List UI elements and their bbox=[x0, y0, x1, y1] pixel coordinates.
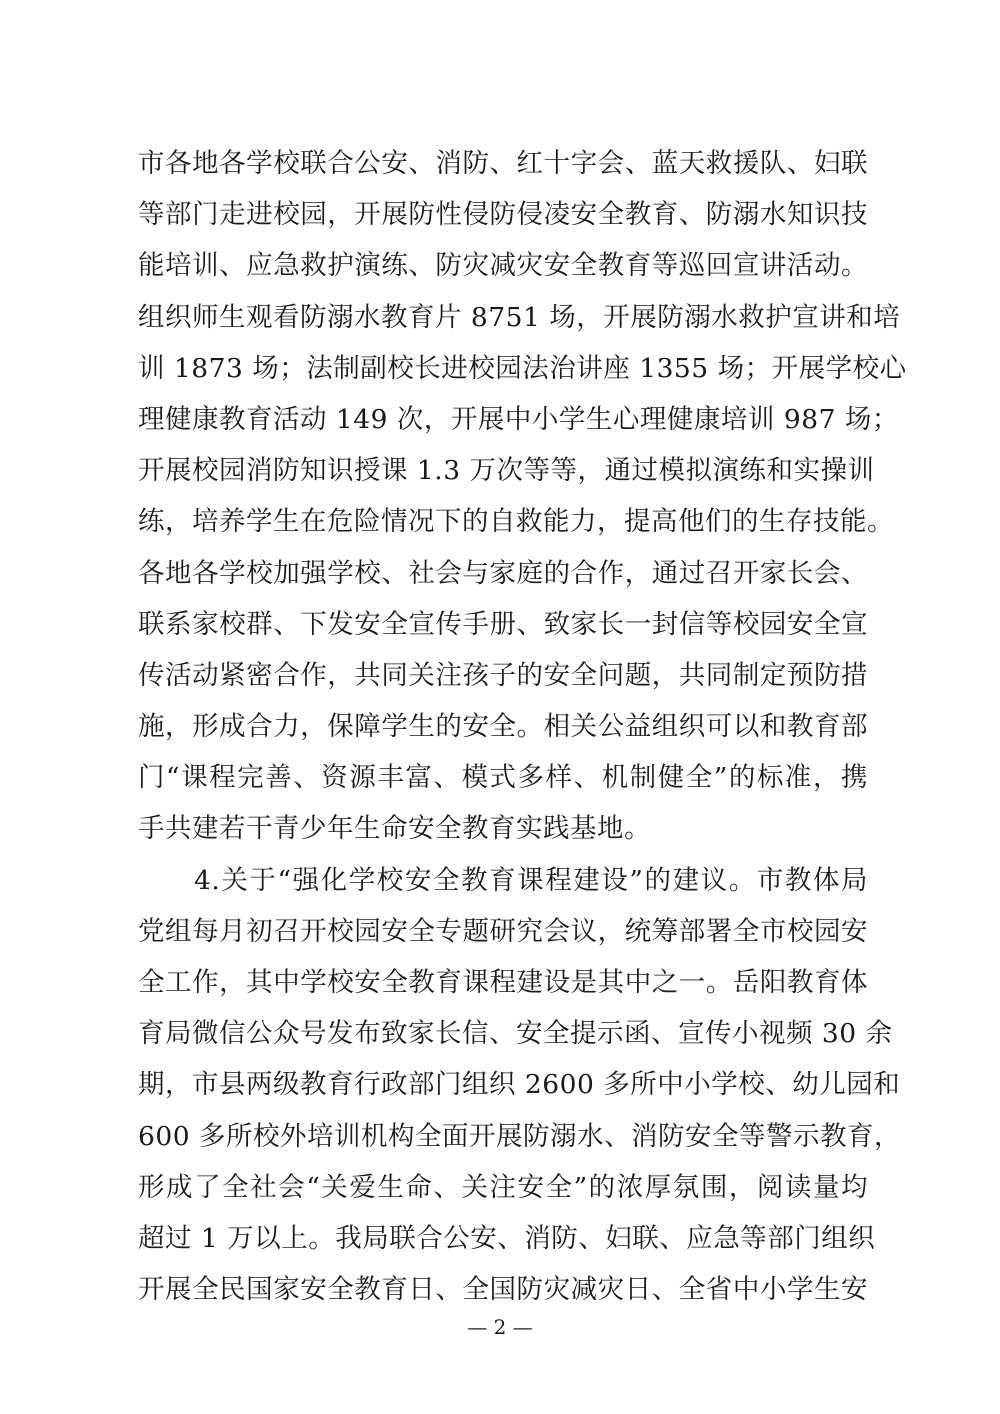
text-line: 形成了全社会“关爱生命、关注安全”的浓厚氛围，阅读量均 bbox=[138, 1171, 868, 1203]
paragraph-2 bbox=[138, 855, 902, 1316]
text-line: 4.关于“强化学校安全教育课程建设”的建议。市教体局 bbox=[194, 864, 868, 896]
text-line: 全工作，其中学校安全教育课程建设是其中之一。岳阳教育体 bbox=[138, 967, 868, 998]
text-line: 练，培养学生在危险情况下的自救能力，提高他们的生存技能。 bbox=[138, 506, 894, 538]
text-line: 党组每月初召开校园安全专题研究会议，统筹部署全市校园安 bbox=[138, 915, 868, 947]
text-line: 联系家校群、下发安全宣传手册、致家长一封信等校园安全宣 bbox=[138, 608, 868, 640]
text-line: 育局微信公众号发布致家长信、安全提示函、宣传小视频 30 余 bbox=[138, 1018, 893, 1050]
text-line: 传活动紧密合作，共同关注孩子的安全问题，共同制定预防措 bbox=[138, 659, 868, 691]
text-line: 开展校园消防知识授课 1.3 万次等等，通过模拟演练和实操训 bbox=[138, 455, 875, 487]
text-line: 等部门走进校园，开展防性侵防侵凌安全教育、防溺水知识技 bbox=[138, 199, 868, 231]
text-line: 能培训、应急救护演练、防灾减灾安全教育等巡回宣讲活动。 bbox=[138, 250, 868, 282]
text-line: 门“课程完善、资源丰富、模式多样、机制健全”的标准，携 bbox=[138, 762, 868, 794]
body-text bbox=[138, 138, 907, 1315]
text-line: 施，形成合力，保障学生的安全。相关公益组织可以和教育部 bbox=[138, 711, 868, 743]
text-line: 理健康教育活动 149 次，开展中小学生心理健康培训 987 场； bbox=[138, 403, 899, 435]
text-line: 开展全民国家安全教育日、全国防灾减灾日、全省中小学生安 bbox=[138, 1274, 868, 1306]
text-line: 训 1873 场；法制副校长进校园法治讲座 1355 场；开展学校心 bbox=[138, 352, 907, 384]
text-line: 市各地各学校联合公安、消防、红十字会、蓝天救援队、妇联 bbox=[138, 148, 868, 179]
page-number: — 2 — bbox=[467, 1315, 533, 1339]
text-line: 600 多所校外培训机构全面开展防溺水、消防安全等警示教育， bbox=[138, 1120, 902, 1152]
text-line: 各地各学校加强学校、社会与家庭的合作，通过召开家长会、 bbox=[138, 557, 868, 589]
text-line: 组织师生观看防溺水教育片 8751 场，开展防溺水救护宣讲和培 bbox=[138, 301, 901, 333]
text-line: 期，市县两级教育行政部门组织 2600 多所中小学校、幼儿园和 bbox=[138, 1069, 901, 1101]
paragraph-1 bbox=[138, 138, 907, 855]
text-line: 手共建若干青少年生命安全教育实践基地。 bbox=[138, 813, 651, 845]
text-line: 超过 1 万以上。我局联合公安、消防、妇联、应急等部门组织 bbox=[138, 1222, 876, 1254]
